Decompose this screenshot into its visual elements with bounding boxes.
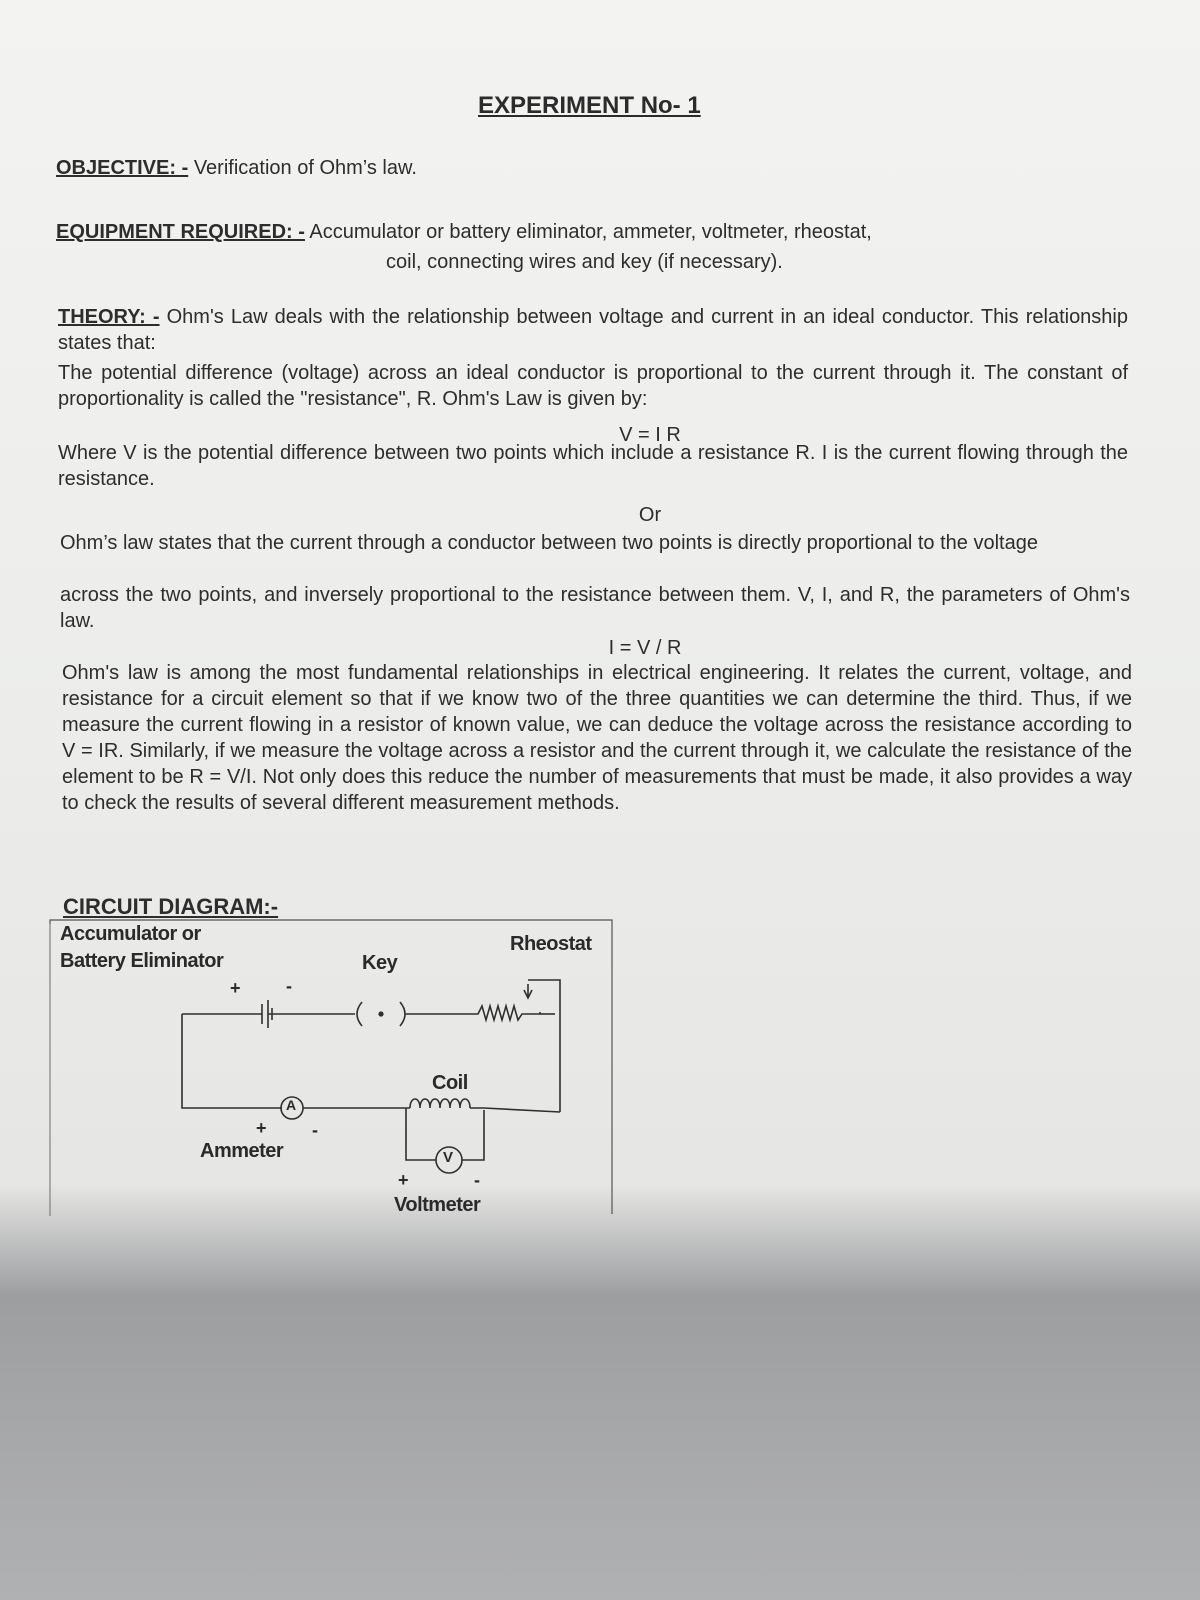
rheostat-slider [524,980,560,1112]
ammeter-label: Ammeter [200,1140,284,1162]
left-wire [182,1014,282,1108]
theory-label: THEORY: - [58,306,160,328]
coil-icon [410,1099,470,1108]
source-label-2: Battery Eliminator [60,950,224,972]
battery-icon [182,1000,355,1028]
objective-label: OBJECTIVE: - [56,157,189,179]
theory-intro-text: Ohm's Law deals with the relationship between voltage and current in an ideal conductor. This relationship states that: [58,306,1128,354]
theory-paragraph-4: Ohm's law is among the most fundamental relationships in electrical engineering. It relates the current, voltage, and resistance for a circuit element so that if we know two of the three quantities we can determine the third. Thus, if we measure the current flowing in a resistor of known value, we can deduce the voltage across the resistance according to V = IR. Similarly, if we measure the voltage across a resistor and the current through it, we calculate the resistance of the element to be R = V/I. Not only does this reduce the number of measurements that must be made, it also provides a way to check the results of several different measurement methods. [62,662,1132,814]
theory-paragraph-3a: Ohm’s law states that the current through a conductor between two points is directly proportional to the voltage [60,532,1038,554]
ammeter-minus: - [312,1120,318,1140]
theory-paragraph-3b: across the two points, and inversely proportional to the resistance between them. V, I, and R, the parameters of Ohm's law. [60,584,1130,632]
rheostat-icon [470,1006,540,1020]
or-text: Or [638,504,662,526]
equipment-text-2: coil, connecting wires and key (if necessary). [386,251,783,273]
key-label: Key [362,952,398,974]
equipment-label: EQUIPMENT REQUIRED: - [56,221,305,243]
voltmeter-minus: - [474,1170,480,1190]
equation-v-ir: V = I R [619,424,681,446]
battery-minus: - [286,976,292,996]
source-label-1: Accumulator or [60,923,201,945]
ammeter-symbol: A [286,1097,297,1113]
voltmeter-label: Voltmeter [394,1194,481,1216]
circuit-diagram-heading: CIRCUIT DIAGRAM:- [63,894,279,919]
equipment-text-1: Accumulator or battery eliminator, ammeter, voltmeter, rheostat, [309,221,872,243]
battery-plus: + [230,978,241,998]
theory-paragraph-2: Where V is the potential difference between two points which include a resistance R. I is the current flowing through the resistance. [58,442,1128,490]
voltmeter-plus: + [398,1170,409,1190]
equation-i-vr: I = V / R [608,637,682,659]
objective-text: Verification of Ohm’s law. [193,157,417,179]
key-icon [357,1002,470,1026]
experiment-title: EXPERIMENT No- 1 [478,92,701,119]
ammeter-plus: + [256,1118,267,1138]
voltmeter-symbol: V [443,1149,454,1166]
rheostat-label: Rheostat [510,933,592,955]
coil-label: Coil [432,1072,468,1094]
theory-paragraph-1: The potential difference (voltage) across an ideal conductor is proportional to the current through it. The constant of proportionality is called the "resistance", R. Ohm's Law is given by: [58,362,1128,410]
